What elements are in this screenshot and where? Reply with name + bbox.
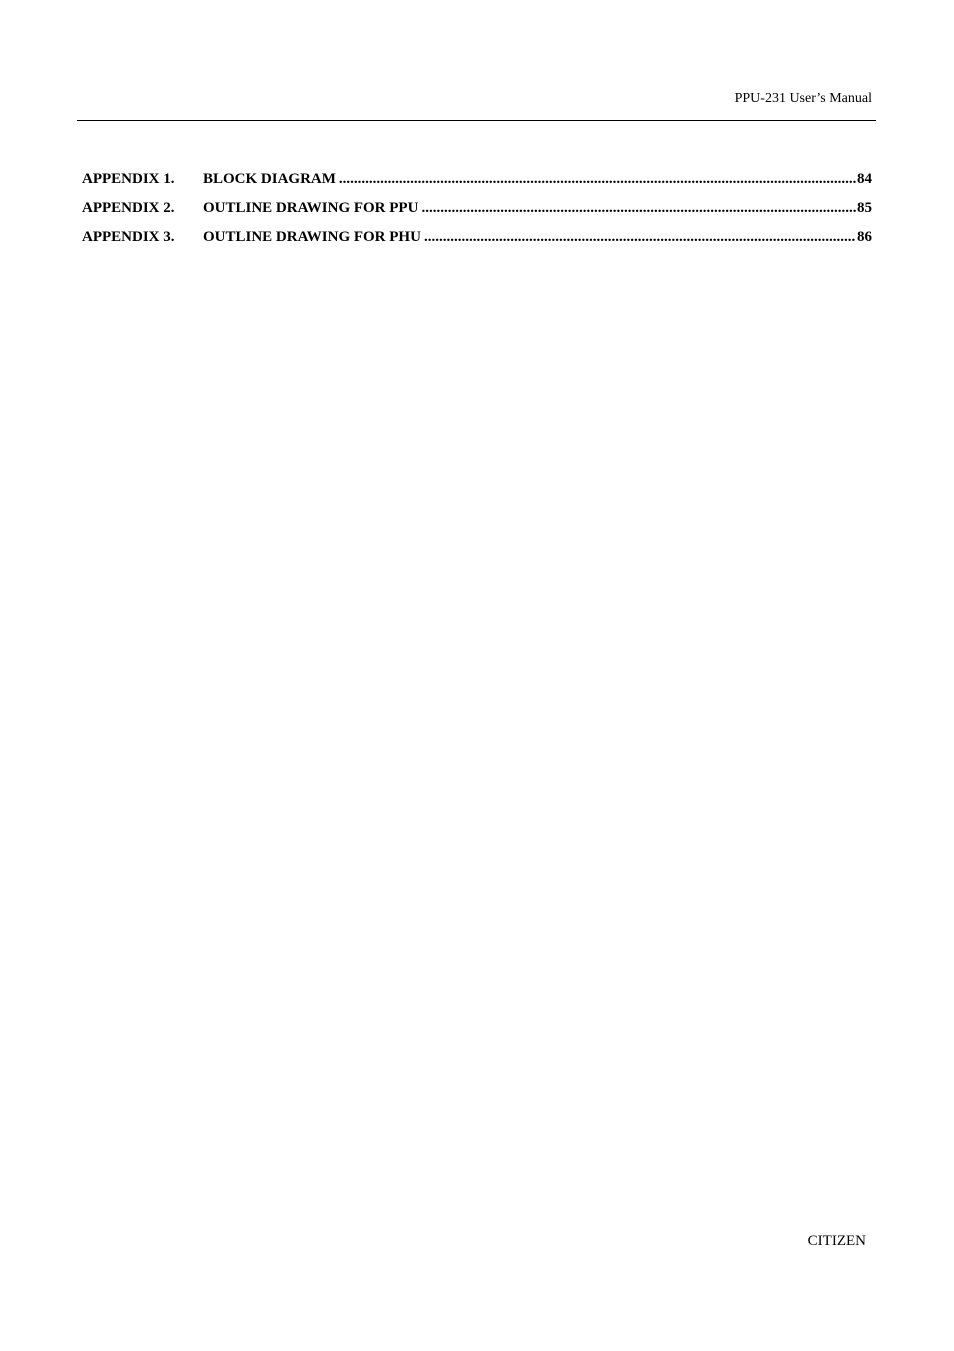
toc-dot-leader: [339, 171, 856, 188]
toc-entry-title: BLOCK DIAGRAM: [203, 171, 336, 187]
toc-entry-page: 85: [857, 200, 872, 216]
toc-dot-leader: [421, 200, 856, 217]
toc-dot-leader: [424, 229, 856, 246]
header-divider: [77, 120, 876, 121]
toc-entry-number: APPENDIX 3.: [82, 229, 175, 245]
toc-entry-number: APPENDIX 2.: [82, 200, 175, 216]
toc-entry-appendix-2[interactable]: [82, 200, 872, 229]
toc-entry-title: OUTLINE DRAWING FOR PHU: [203, 229, 421, 245]
toc-entry-page: 86: [857, 229, 872, 245]
manual-title: PPU-231 User’s Manual: [734, 91, 872, 106]
toc-entry-number: APPENDIX 1.: [82, 171, 175, 187]
table-of-contents: [82, 171, 872, 258]
footer-brand: CITIZEN: [807, 1233, 866, 1249]
toc-entry-title: OUTLINE DRAWING FOR PPU: [203, 200, 419, 216]
toc-entry-appendix-1[interactable]: [82, 171, 872, 200]
toc-entry-appendix-3[interactable]: [82, 229, 872, 258]
toc-entry-page: 84: [857, 171, 872, 187]
